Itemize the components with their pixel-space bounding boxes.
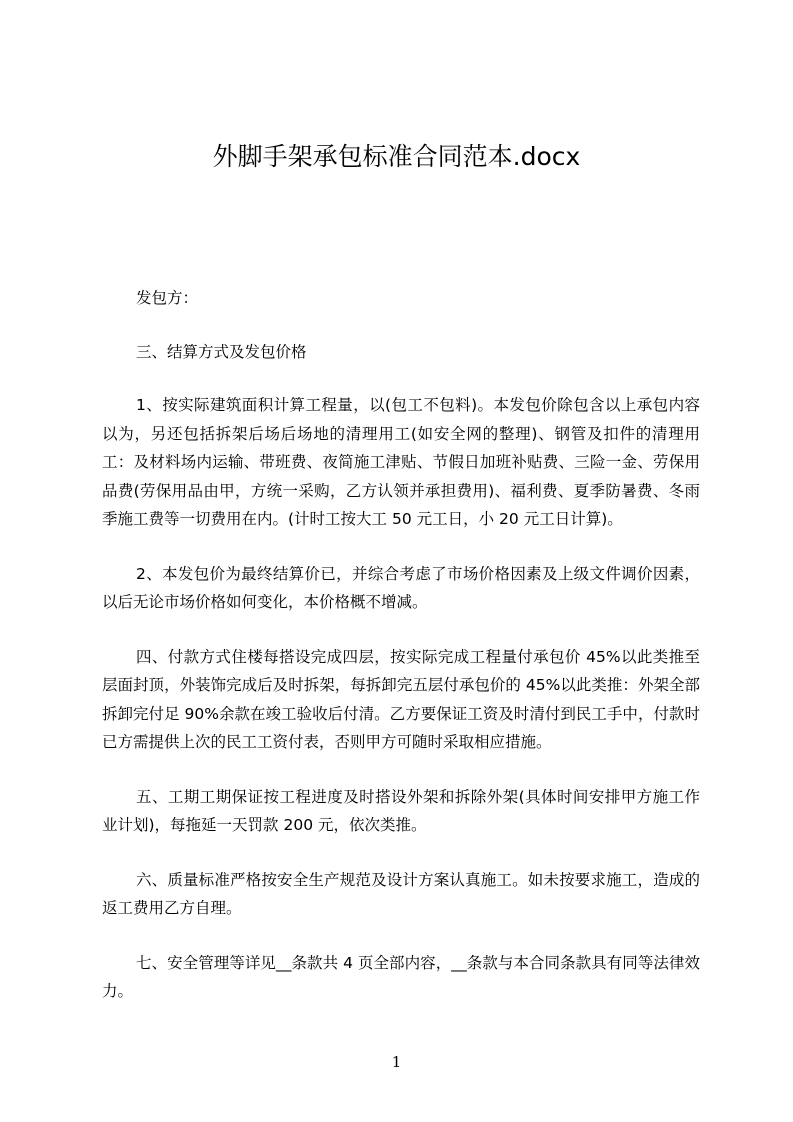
paragraph-contractor: 发包方：: [136, 289, 199, 307]
paragraph-payment-method: 四、付款方式住楼每搭设完成四层，按实际完成工程量付承包价 45%以此类推至层面封顶，外装饰完成后及时拆架，每拆卸完五层付承包价的 45%以此类推：外架全部拆卸完付足 90%余款在竣工验收后付清。乙方要保证工资及时清付到民工手中，付款时已方需提供上次的民工工资付表，否则甲方可随时采取相应措施。: [102, 647, 700, 751]
paragraph-schedule: 五、工期工期保证按工程进度及时搭设外架和拆除外架(具体时间安排甲方施工作业计划)，每拖延一天罚款 200 元，依次类推。: [102, 787, 700, 834]
paragraph-settlement-heading: 三、结算方式及发包价格: [136, 342, 307, 361]
document-title: 外脚手架承包标准合同范本.docx: [212, 142, 581, 171]
paragraph-quality-standard: 六、质量标准严格按安全生产规范及设计方案认真施工。如未按要求施工，造成的返工费用乙方自理。: [102, 870, 700, 917]
document-body: [102, 284, 700, 1032]
paragraph-safety-management: 七、安全管理等详见__条款共 4 页全部内容，__条款与本合同条款具有同等法律效力。: [102, 953, 700, 1000]
paragraph-settlement-item-2: 2、本发包价为最终结算价已，并综合考虑了市场价格因素及上级文件调价因素，以后无论市场价格如何变化，本价格概不增减。: [102, 564, 700, 611]
paragraph-settlement-item-1: 1、按实际建筑面积计算工程量，以(包工不包料)。本发包价除包含以上承包内容以为，另还包括拆架后场后场地的清理用工(如安全网的整理)、钢管及扣件的清理用工：及材料场内运输、带班费、夜简施工津贴、节假日加班补贴费、三险一金、劳保用品费(劳保用品由甲，方统一采购，乙方认领并承担费用)、福利费、夏季防暑费、冬雨季施工费等一切费用在内。(计时工按大工 50 元工日，小 20 元工日计算)。: [102, 396, 700, 528]
page-number: 1: [391, 1053, 402, 1071]
